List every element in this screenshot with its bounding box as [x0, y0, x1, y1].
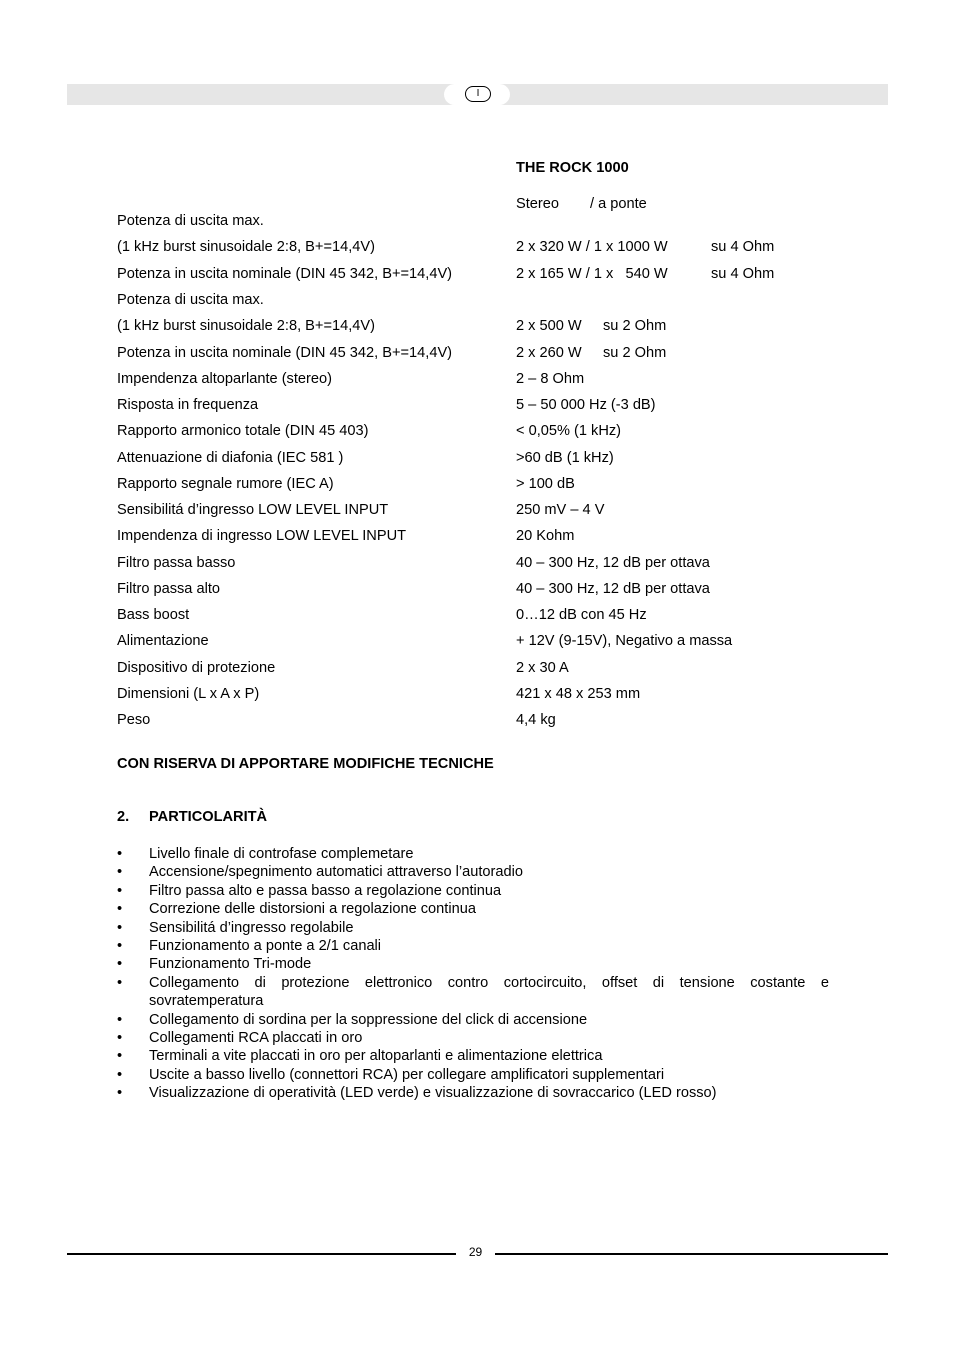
list-item-text: Uscite a basso livello (connettori RCA) per collegare amplificatori supplementari [149, 1066, 665, 1083]
spec-label: Dimensioni (L x A x P) [117, 686, 260, 702]
spec-label: Rapporto segnale rumore (IEC A) [117, 476, 334, 492]
bullet-icon: • [117, 1085, 123, 1102]
spec-value: >60 dB (1 kHz) [516, 450, 614, 466]
list-item-text: Terminali a vite placcati in oro per altoparlanti e alimentazione elettrica [149, 1048, 603, 1065]
spec-value: 40 – 300 Hz, 12 dB per ottava [516, 581, 710, 597]
spec-label: Potenza di uscita max. [117, 292, 264, 308]
section-number: 2. [117, 809, 130, 825]
spec-value: + 12V (9-15V), Negativo a massa [516, 633, 733, 649]
spec-load: su 4 Ohm [711, 239, 775, 255]
spec-label: Peso [117, 712, 151, 728]
bullet-icon: • [117, 919, 123, 936]
spec-label: Filtro passa alto [117, 581, 221, 597]
list-item-text: Funzionamento a ponte a 2/1 canali [149, 938, 382, 955]
spec-label: Impendenza altoparlante (stereo) [117, 371, 332, 387]
spec-label: Dispositivo di protezione [117, 660, 276, 676]
section-title: PARTICOLARITÀ [149, 809, 268, 825]
bullet-icon: • [117, 956, 123, 973]
list-item-text: Collegamenti RCA placcati in oro [149, 1030, 363, 1047]
spec-load: su 2 Ohm [603, 318, 667, 334]
bullet-icon: • [117, 846, 123, 862]
page-number: 29 [468, 1245, 483, 1259]
list-item [117, 937, 829, 955]
spec-value: < 0,05% (1 kHz) [516, 423, 622, 439]
mode-bridge: / a ponte [590, 196, 647, 212]
spec-label: Bass boost [117, 607, 190, 623]
list-item [117, 919, 829, 937]
spec-value: 2 x 260 W [516, 345, 582, 361]
bullet-icon: • [117, 938, 123, 955]
spec-value: 2 x 30 A [516, 660, 569, 676]
spec-label: Rapporto armonico totale (DIN 45 403) [117, 423, 369, 439]
list-item [117, 955, 829, 973]
spec-label: Risposta in frequenza [117, 397, 259, 413]
spec-value: 2 x 320 W / 1 x 1000 W [516, 239, 668, 255]
list-item [117, 1066, 829, 1084]
bullet-icon: • [117, 901, 123, 918]
model-title: THE ROCK 1000 [516, 160, 629, 176]
list-item [117, 882, 829, 900]
spec-label: Potenza in uscita nominale (DIN 45 342, B+=14,4V) [117, 266, 453, 282]
bullet-icon: • [117, 1011, 123, 1028]
bullet-icon: • [117, 1030, 123, 1047]
spec-value: 2 x 500 W [516, 318, 582, 334]
list-item-text: Correzione delle distorsioni a regolazione continua [149, 901, 476, 918]
bullet-icon: • [117, 1066, 123, 1083]
spec-label: Impendenza di ingresso LOW LEVEL INPUT [117, 528, 407, 544]
spec-value: 2 x 165 W / 1 x 540 W [516, 266, 668, 282]
language-marker: I [465, 86, 491, 102]
technical-notice: CON RISERVA DI APPORTARE MODIFICHE TECNICHE [117, 756, 494, 772]
list-item [117, 1011, 829, 1029]
spec-label: Potenza di uscita max. [117, 213, 264, 229]
footer-rule-left [67, 1253, 456, 1255]
list-item-text: Filtro passa alto e passa basso a regolazione continua [149, 882, 502, 899]
spec-label: Alimentazione [117, 633, 209, 649]
mode-stereo: Stereo [516, 196, 559, 212]
spec-label: (1 kHz burst sinusoidale 2:8, B+=14,4V) [117, 239, 375, 255]
spec-value: 4,4 kg [516, 712, 556, 728]
list-item-text: Sensibilitá d’ingresso regolabile [149, 919, 354, 936]
list-item [117, 1029, 829, 1047]
spec-value: 5 – 50 000 Hz (-3 dB) [516, 397, 656, 413]
spec-value: > 100 dB [516, 476, 575, 492]
list-item [117, 863, 829, 881]
list-item-text: Funzionamento Tri-mode [149, 956, 312, 973]
spec-label: (1 kHz burst sinusoidale 2:8, B+=14,4V) [117, 318, 375, 334]
list-item-text: Accensione/spegnimento automatici attraverso l’autoradio [149, 864, 523, 881]
spec-value: 421 x 48 x 253 mm [516, 686, 641, 702]
feature-list [117, 845, 829, 1103]
bullet-icon: • [117, 864, 123, 881]
spec-value: 0…12 dB con 45 Hz [516, 607, 647, 623]
list-item-text: Collegamento di protezione elettronico contro cortocircuito, offset di tensione costante e sovratemperatura [149, 974, 829, 1010]
list-item-text: Collegamento di sordina per la soppressione del click di accensione [149, 1011, 588, 1028]
spec-load: su 4 Ohm [711, 266, 775, 282]
spec-label: Sensibilitá d’ingresso LOW LEVEL INPUT [117, 502, 389, 518]
spec-label: Potenza in uscita nominale (DIN 45 342, B+=14,4V) [117, 345, 453, 361]
bullet-icon: • [117, 1048, 123, 1065]
list-item-text: Visualizzazione di operatività (LED verde) e visualizzazione di sovraccarico (LED rosso) [149, 1085, 717, 1102]
spec-value: 20 Kohm [516, 528, 575, 544]
spec-value: 40 – 300 Hz, 12 dB per ottava [516, 555, 710, 571]
spec-label: Attenuazione di diafonia (IEC 581 ) [117, 450, 344, 466]
spec-value: 250 mV – 4 V [516, 502, 605, 518]
list-item [117, 900, 829, 918]
list-item [117, 845, 829, 863]
spec-load: su 2 Ohm [603, 345, 667, 361]
list-item [117, 1047, 829, 1065]
spec-value: 2 – 8 Ohm [516, 371, 585, 387]
list-item [117, 1084, 829, 1102]
bullet-icon: • [117, 974, 123, 991]
list-item [117, 974, 829, 1011]
list-item-text: Livello finale di controfase complemetare [149, 846, 414, 862]
footer-rule-right [495, 1253, 888, 1255]
spec-label: Filtro passa basso [117, 555, 236, 571]
bullet-icon: • [117, 882, 123, 899]
